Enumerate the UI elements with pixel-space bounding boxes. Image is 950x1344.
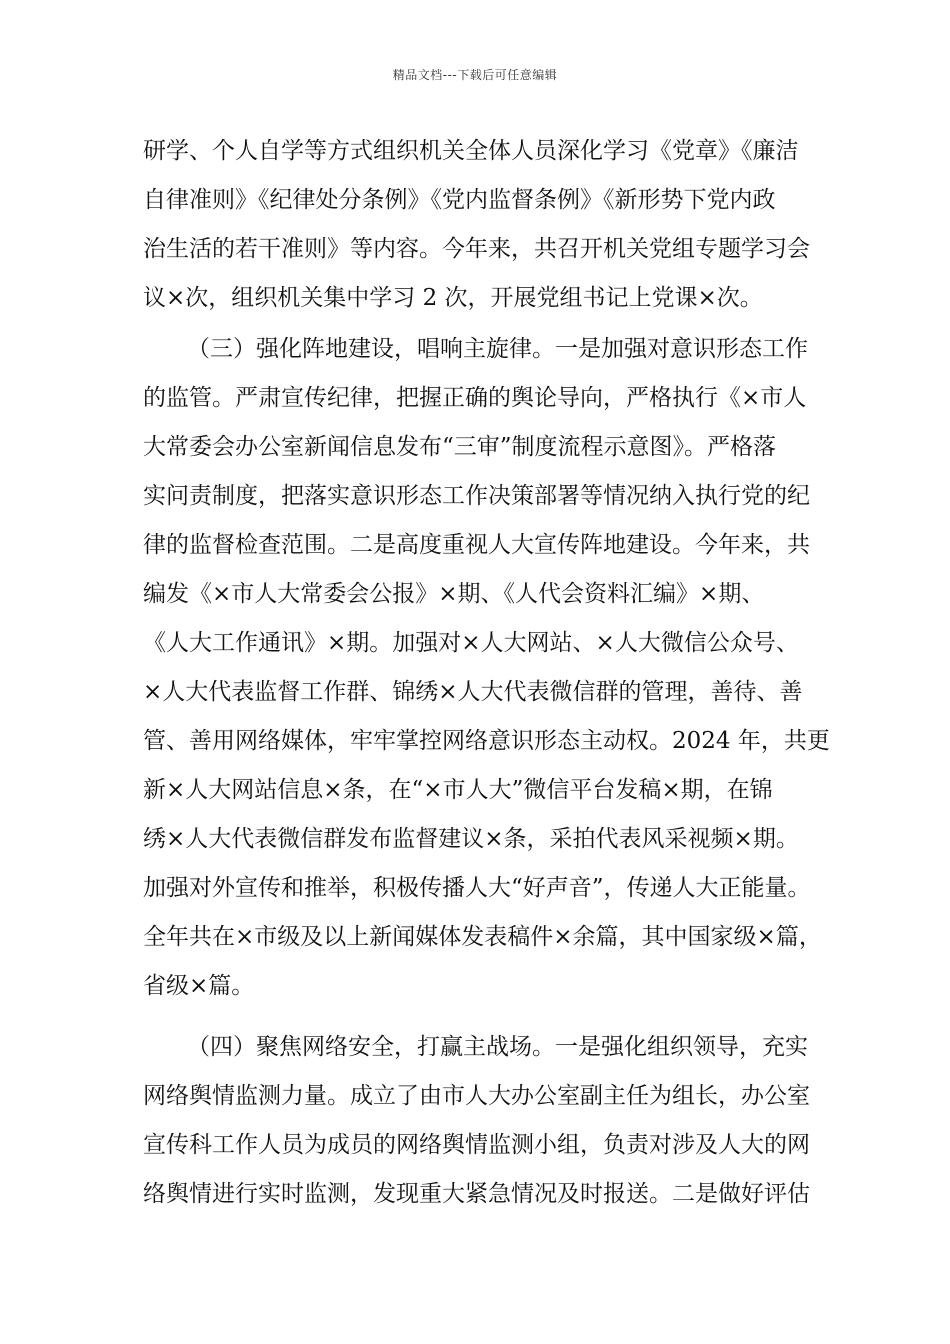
body-line: 《人大工作通讯》×期。加强对×人大网站、×人大微信公众号、 [143, 630, 799, 656]
paragraph-first-line: （三）强化阵地建设，唱响主旋律。一是加强对意识形态工作 [187, 336, 808, 362]
body-line: 研学、个人自学等方式组织机关全体人员深化学习《党章》《廉洁 [143, 138, 799, 164]
body-line: 络舆情进行实时监测，发现重大紧急情况及时报送。二是做好评估 [143, 1181, 810, 1207]
body-line: 绣×人大代表微信群发布监督建议×条，采拍代表风采视频×期。 [143, 826, 799, 852]
body-line: 大常委会办公室新闻信息发布“三审”制度流程示意图》。严格落 [143, 434, 777, 460]
body-line: 编发《×市人大常委会公报》×期、《人代会资料汇编》×期、 [143, 581, 765, 607]
body-line: ×人大代表监督工作群、锦绣×人大代表微信群的管理，善待、善 [143, 679, 803, 705]
page-header: 精品文档---下载后可任意编辑 [392, 68, 558, 82]
body-line: 议×次，组织机关集中学习 2 次，开展党组书记上党课×次。 [143, 285, 763, 311]
paragraph-first-line: （四）聚焦网络安全，打赢主战场。一是强化组织领导，充实 [187, 1034, 808, 1060]
body-line: 实问责制度，把落实意识形态工作决策部署等情况纳入执行党的纪 [143, 483, 810, 509]
body-line: 新×人大网站信息×条，在“×市人大”微信平台发稿×期，在锦 [143, 777, 773, 803]
body-line: 自律准则》《纪律处分条例》《党内监督条例》《新形势下党内政 [143, 187, 776, 213]
body-line: 全年共在×市级及以上新闻媒体发表稿件×余篇，其中国家级×篇， [143, 924, 822, 950]
body-line: 治生活的若干准则》等内容。今年来，共召开机关党组专题学习会 [143, 236, 810, 262]
body-line: 律的监督检查范围。二是高度重视人大宣传阵地建设。今年来，共 [143, 532, 810, 558]
body-line: 宣传科工作人员为成员的网络舆情监测小组，负责对涉及人大的网 [143, 1132, 810, 1158]
body-line: 网络舆情监测力量。成立了由市人大办公室副主任为组长，办公室 [143, 1083, 810, 1109]
body-line: 加强对外宣传和推举，积极传播人大“好声音”，传递人大正能量。 [143, 875, 811, 901]
body-line: 管、善用网络媒体，牢牢掌控网络意识形态主动权。2024 年，共更 [143, 728, 830, 754]
body-line: 省级×篇。 [143, 973, 255, 999]
body-line: 的监管。严肃宣传纪律，把握正确的舆论导向，严格执行《×市人 [143, 385, 807, 411]
